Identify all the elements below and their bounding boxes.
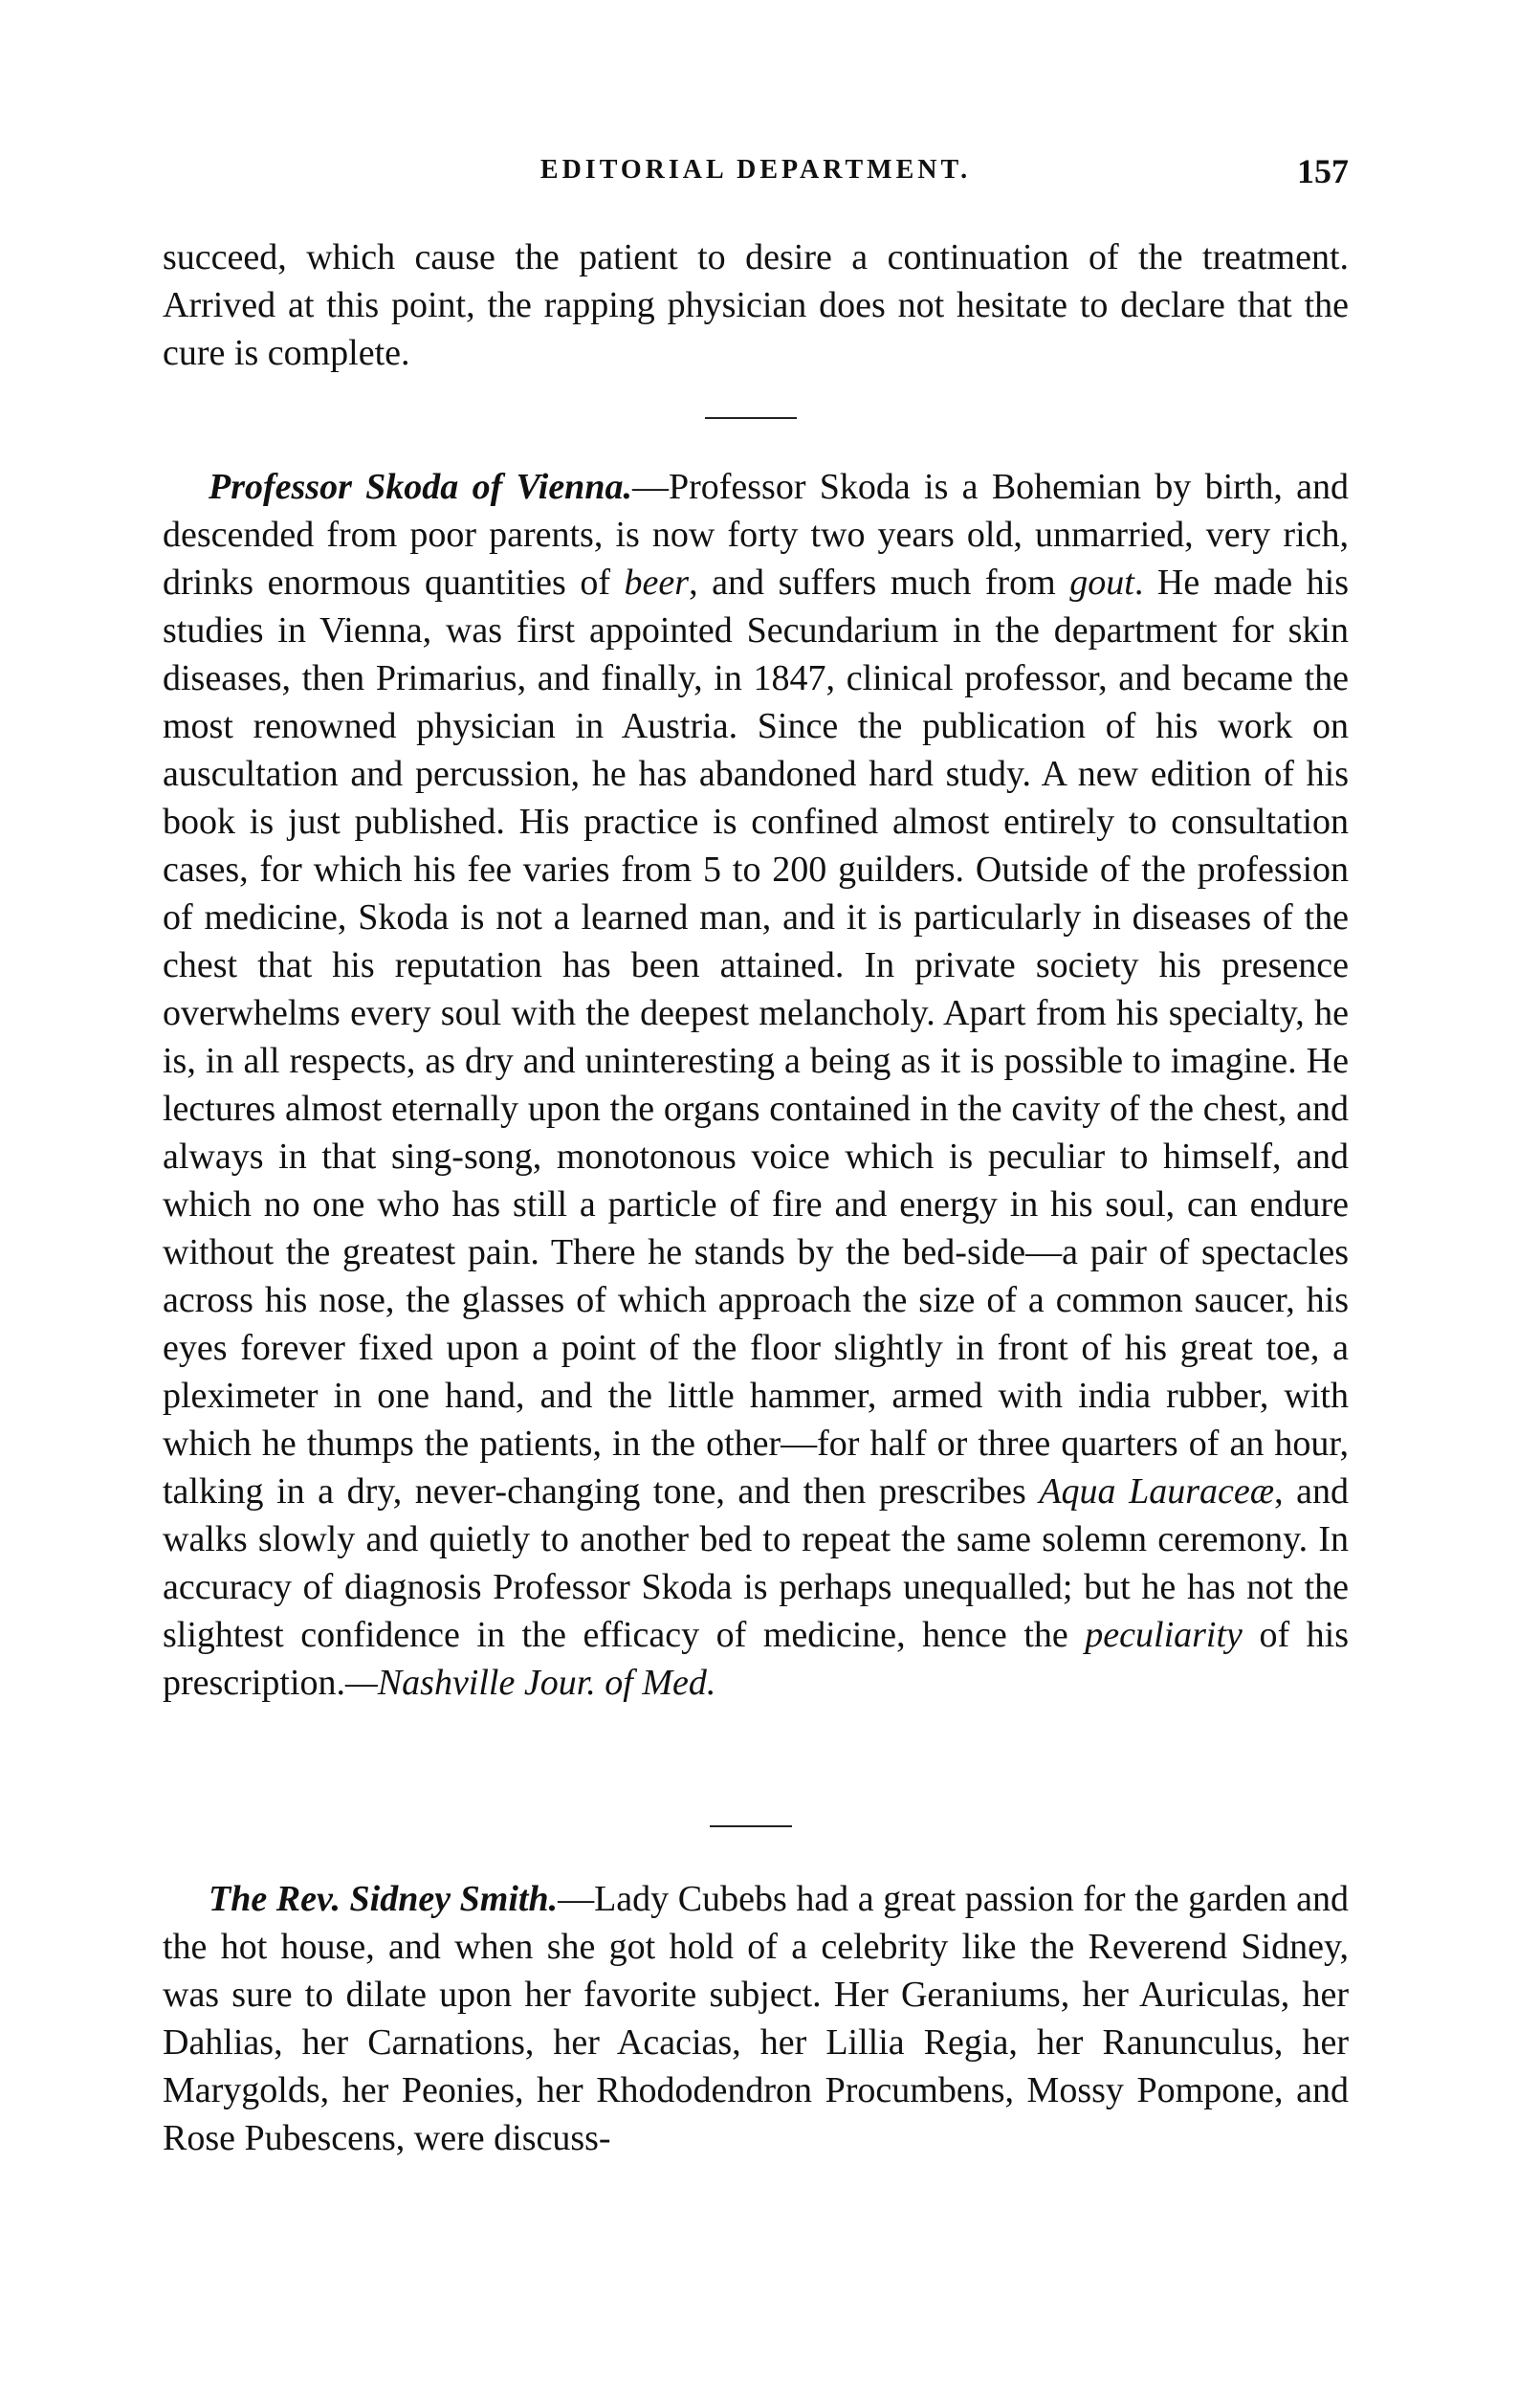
article-smith-paragraph — [163, 1875, 1349, 2162]
text-run: , and walks slowly and quietly to another bed to repeat the same solemn ceremony. In accuracy of diagnosis Professor Skoda is perhaps unequalled; but he has not the slightest confidence in the efficacy of medicine, hence the — [163, 1471, 1349, 1655]
article-sidney-smith — [163, 1875, 1349, 2162]
text-run: , and suffers much from — [689, 563, 1070, 603]
section-divider — [710, 1825, 792, 1827]
article-heading: Professor Skoda of Vienna. — [209, 467, 632, 507]
text-run: —Lady Cubebs had a great passion for the garden and the hot house, and when she got hold of a celebrity like the Reverend Sidney, was sure to dilate upon her favorite subject. Her Geraniums, her Auriculas, her Dahlias, her Carnations, her Acacias, her Lillia Regia, her Ranunculus, her Marygolds, her Peonies, her Rhododendron Procumbens, Mossy Pompone, and Rose Pubescens, were discuss- — [163, 1879, 1349, 2158]
italic-term: peculiarity — [1085, 1615, 1243, 1655]
italic-term: beer — [624, 563, 690, 603]
running-title: EDITORIAL DEPARTMENT. — [539, 155, 972, 185]
paragraph-text: succeed, which cause the patient to desire a continuation of the treatment. Arrived at this point, the rapping physician does not hesitate to declare that the cure is complete. — [163, 237, 1349, 373]
article-skoda — [163, 463, 1349, 1707]
text-run: . He made his studies in Vienna, was first appointed Secundarium in the department for skin diseases, then Primarius, and finally, in 1847, clinical professor, and became the most renowned physician in Austria. Since the publication of his work on auscultation and percussion, he has abandoned hard study. A new edition of his book is just published. His practice is confined almost entirely to consultation cases, for which his fee varies from 5 to 200 guilders. Outside of the profession of medicine, Skoda is not a learned man, and it is particularly in diseases of the chest that his reputation has been attained. In private society his presence overwhelms every soul with the deepest melancholy. Apart from his specialty, he is, in all respects, as dry and uninteresting a being as it is possible to imagine. He lectures almost eternally upon the organs contained in the cavity of the chest, and always in that sing-song, monotonous voice which is peculiar to himself, and which no one who has still a particle of fire and energy in his soul, can endure without the greatest pain. There he stands by the bed-side—a pair of spectacles across his nose, the glasses of which approach the size of a common saucer, his eyes forever fixed upon a point of the floor slightly in front of his great toe, a pleximeter in one hand, and the little hammer, armed with india rubber, with which he thumps the patients, in the other—for half or three quarters of an hour, talking in a dry, never-changing tone, and then prescribes — [163, 563, 1350, 1512]
section-divider — [705, 417, 797, 419]
article-heading: The Rev. Sidney Smith. — [209, 1879, 559, 1919]
paragraph-continuation — [163, 233, 1349, 377]
source-citation: —Nashville Jour. of Med. — [345, 1663, 716, 1703]
italic-term: gout — [1069, 563, 1134, 603]
article-skoda-paragraph — [163, 463, 1349, 1707]
page-number: 157 — [1297, 152, 1349, 190]
text-run: of his prescription. — [163, 1615, 1350, 1703]
text-run: Professor Skoda is a Bohemian by birth, and descended from poor parents, is now forty two years old, unmarried, very rich, drinks enormous quantities of — [163, 467, 1349, 603]
running-head — [163, 152, 1349, 203]
heading-dash: — — [631, 467, 669, 507]
italic-term: Aqua Lauraceæ — [1039, 1471, 1275, 1512]
